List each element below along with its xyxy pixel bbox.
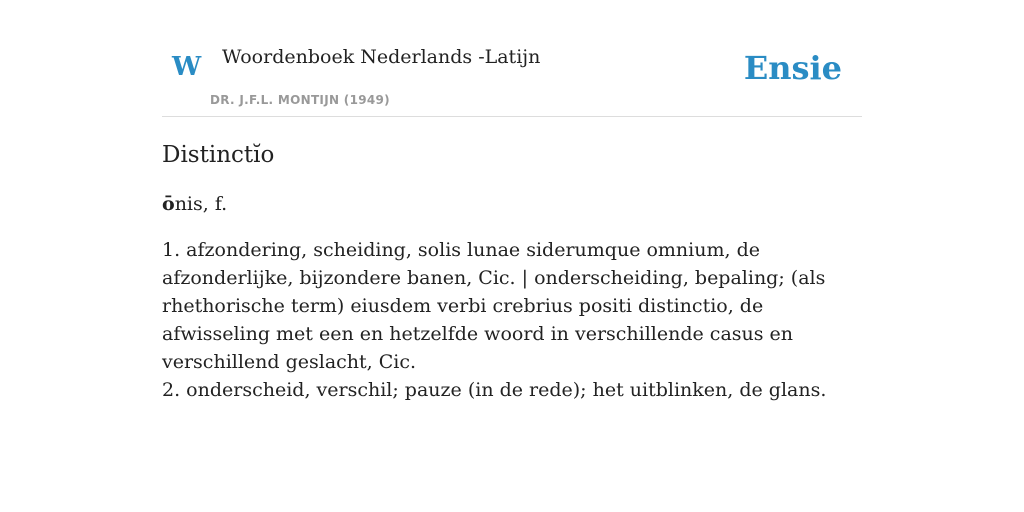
grammar-bold-vowel: ō [162,193,175,215]
dictionary-logo-link[interactable]: W [172,52,202,82]
ensie-brand-logo[interactable]: Ensie [743,49,842,87]
entry-definition [162,236,862,404]
definition-sense-1: 1. afzondering, scheiding, solis lunae siderumque omnium, de afzonderlijke, bijzondere banen, Cic. | onderscheiding, bepaling; (als rhethorische term) eiusdem verbi crebrius positi distinctio, de afwisseling met een en hetzelfde woord in verschillende casus en verschillend geslacht, Cic. [162,239,826,373]
grammar-rest: nis, f. [174,193,228,215]
dictionary-header [162,36,862,117]
dictionary-author: DR. J.F.L. MONTIJN (1949) [210,93,390,107]
entry-title: Distinctĭo [162,142,275,168]
entry-content [162,138,862,404]
dictionary-title-link[interactable]: Woordenboek Nederlands -Latijn [222,46,541,68]
entry-grammar [162,190,862,218]
definition-sense-2: 2. onderscheid, verschil; pauze (in de rede); het uitblinken, de glans. [162,379,827,401]
